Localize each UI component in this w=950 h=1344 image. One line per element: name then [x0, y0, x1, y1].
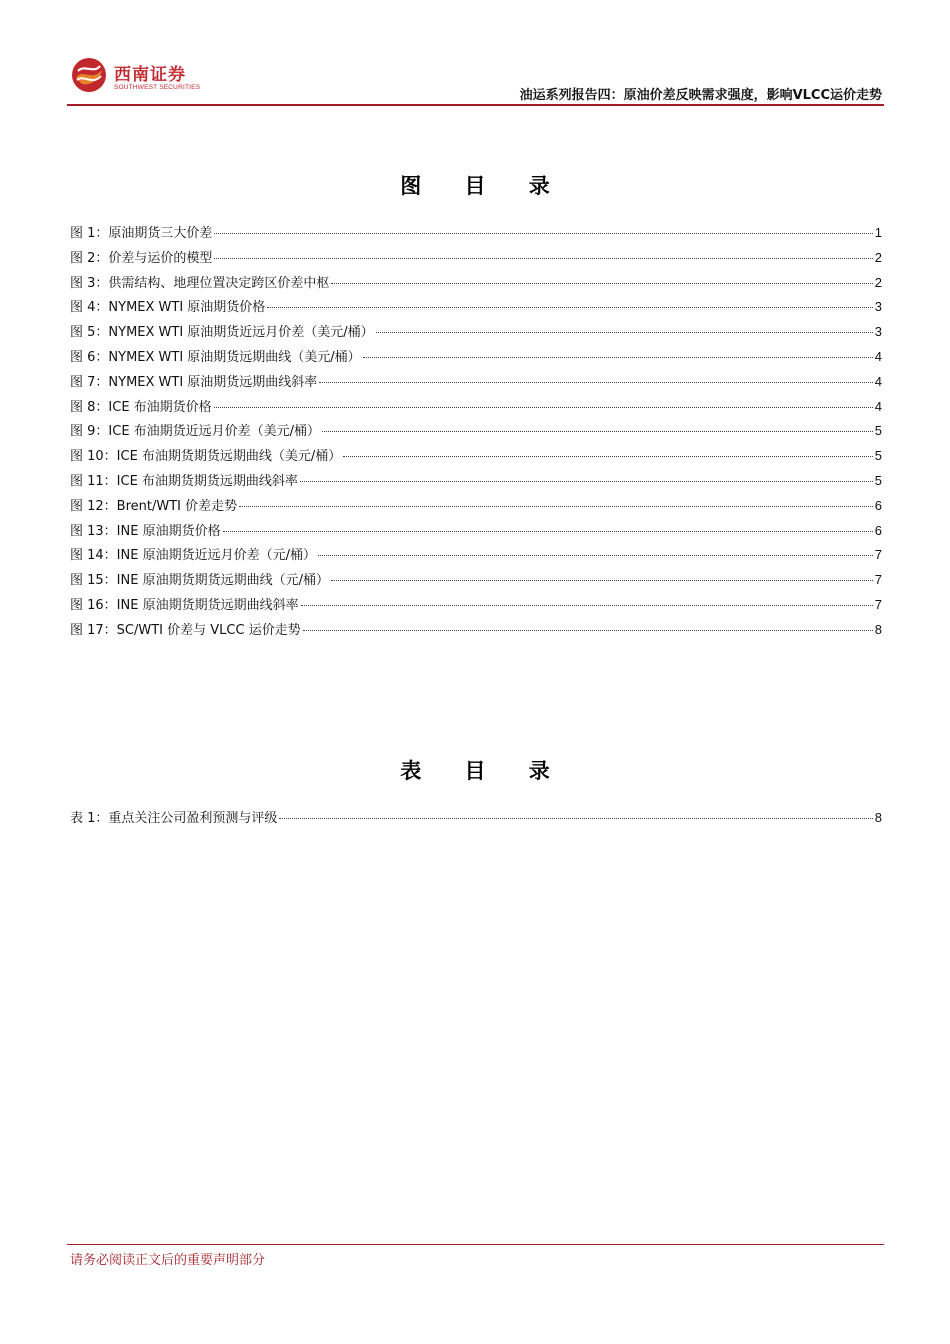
toc-dot-leader — [279, 818, 872, 819]
toc-dot-leader — [214, 407, 873, 408]
toc-entry-label[interactable]: 图 3：供需结构、地理位置决定跨区价差中枢 — [70, 275, 330, 291]
toc-entry[interactable] — [70, 345, 882, 370]
toc-entry[interactable] — [70, 320, 882, 345]
toc-dot-leader — [318, 555, 873, 556]
toc-entry-label[interactable]: 图 14：INE 原油期货近远月价差（元/桶） — [70, 548, 316, 564]
toc-dot-leader — [363, 357, 873, 358]
toc-dot-leader — [214, 258, 872, 259]
toc-dot-leader — [343, 456, 872, 457]
toc-entry[interactable] — [70, 519, 882, 544]
toc-entry[interactable] — [70, 806, 882, 831]
toc-entry[interactable] — [70, 568, 882, 593]
toc-entry-label[interactable]: 图 12：Brent/WTI 价差走势 — [70, 498, 238, 514]
toc-entry-label[interactable]: 图 15：INE 原油期货期货远期曲线（元/桶） — [70, 573, 329, 589]
toc-entry-page-number[interactable]: 5 — [874, 472, 882, 488]
company-logo-icon — [70, 56, 108, 94]
toc-dot-leader — [376, 332, 873, 333]
figures-toc-list — [70, 221, 882, 643]
tables-toc-list — [70, 806, 882, 831]
toc-entry-page-number[interactable]: 5 — [874, 448, 882, 464]
footer-divider — [67, 1244, 884, 1245]
logo-chinese-name: 西南证券 — [114, 65, 186, 85]
toc-entry-page-number[interactable]: 6 — [874, 497, 882, 513]
toc-entry[interactable] — [70, 370, 882, 395]
toc-dot-leader — [239, 506, 873, 507]
toc-entry[interactable] — [70, 395, 882, 420]
toc-entry[interactable] — [70, 494, 882, 519]
toc-entry[interactable] — [70, 543, 882, 568]
toc-dot-leader — [267, 307, 872, 308]
toc-entry-label[interactable]: 图 8：ICE 布油期货价格 — [70, 399, 212, 415]
toc-dot-leader — [331, 580, 873, 581]
toc-entry-page-number[interactable]: 3 — [874, 324, 882, 340]
logo-english-name: SOUTHWEST SECURITIES — [114, 84, 201, 91]
toc-entry-page-number[interactable]: 1 — [874, 225, 882, 240]
toc-entry[interactable] — [70, 271, 882, 296]
toc-dot-leader — [322, 431, 873, 432]
company-logo — [70, 56, 210, 96]
toc-entry-label[interactable]: 图 16：INE 原油期货期货远期曲线斜率 — [70, 597, 299, 613]
toc-dot-leader — [319, 382, 872, 383]
toc-entry[interactable] — [70, 221, 882, 246]
toc-entry-page-number[interactable]: 2 — [874, 274, 882, 290]
toc-entry-label[interactable]: 图 5：NYMEX WTI 原油期货近远月价差（美元/桶） — [70, 325, 374, 341]
header-divider — [67, 104, 884, 106]
toc-entry-page-number[interactable]: 7 — [874, 547, 882, 563]
toc-entry[interactable] — [70, 469, 882, 494]
toc-entry-label[interactable]: 图 7：NYMEX WTI 原油期货远期曲线斜率 — [70, 374, 318, 390]
toc-entry[interactable] — [70, 419, 882, 444]
toc-entry-label[interactable]: 图 11：ICE 布油期货期货远期曲线斜率 — [70, 473, 298, 489]
toc-dot-leader — [331, 283, 872, 284]
toc-entry-page-number[interactable]: 5 — [874, 423, 882, 439]
toc-entry[interactable] — [70, 593, 882, 618]
toc-entry-page-number[interactable]: 7 — [874, 596, 882, 612]
toc-entry-page-number[interactable]: 3 — [874, 299, 882, 315]
toc-entry-page-number[interactable]: 7 — [874, 572, 882, 588]
tables-toc-title: 表 目 录 — [400, 758, 568, 783]
toc-dot-leader — [223, 531, 873, 532]
toc-entry-label[interactable]: 图 4：NYMEX WTI 原油期货价格 — [70, 300, 266, 316]
toc-entry-label[interactable]: 图 17：SC/WTI 价差与 VLCC 运价走势 — [70, 622, 301, 638]
toc-entry-page-number[interactable]: 4 — [874, 373, 882, 389]
toc-entry-label[interactable]: 图 9：ICE 布油期货近远月价差（美元/桶） — [70, 424, 321, 440]
toc-entry[interactable] — [70, 295, 882, 320]
toc-entry-page-number[interactable]: 4 — [874, 348, 882, 364]
toc-entry-page-number[interactable]: 6 — [874, 522, 882, 538]
toc-entry-label[interactable]: 图 2：价差与运价的模型 — [70, 250, 213, 266]
footer-disclaimer: 请务必阅读正文后的重要声明部分 — [70, 1253, 266, 1268]
toc-dot-leader — [303, 630, 873, 631]
toc-entry-label[interactable]: 图 13：INE 原油期货价格 — [70, 523, 221, 539]
toc-entry[interactable] — [70, 618, 882, 643]
toc-entry-page-number[interactable]: 4 — [874, 398, 882, 414]
toc-dot-leader — [214, 233, 872, 234]
toc-entry-label[interactable]: 图 1：原油期货三大价差 — [70, 226, 213, 241]
report-title: 油运系列报告四：原油价差反映需求强度，影响VLCC运价走势 — [519, 88, 882, 103]
toc-entry-label[interactable]: 图 10：ICE 布油期货期货远期曲线（美元/桶） — [70, 449, 342, 465]
toc-entry-page-number[interactable]: 8 — [874, 621, 882, 637]
toc-entry[interactable] — [70, 246, 882, 271]
toc-entry[interactable] — [70, 444, 882, 469]
toc-entry-page-number[interactable]: 8 — [874, 810, 882, 825]
figures-toc-title: 图 目 录 — [400, 173, 568, 198]
toc-entry-page-number[interactable]: 2 — [874, 249, 882, 265]
toc-entry-label[interactable]: 表 1：重点关注公司盈利预测与评级 — [70, 811, 278, 826]
toc-dot-leader — [300, 481, 873, 482]
toc-dot-leader — [301, 605, 873, 606]
toc-entry-label[interactable]: 图 6：NYMEX WTI 原油期货远期曲线（美元/桶） — [70, 349, 361, 365]
